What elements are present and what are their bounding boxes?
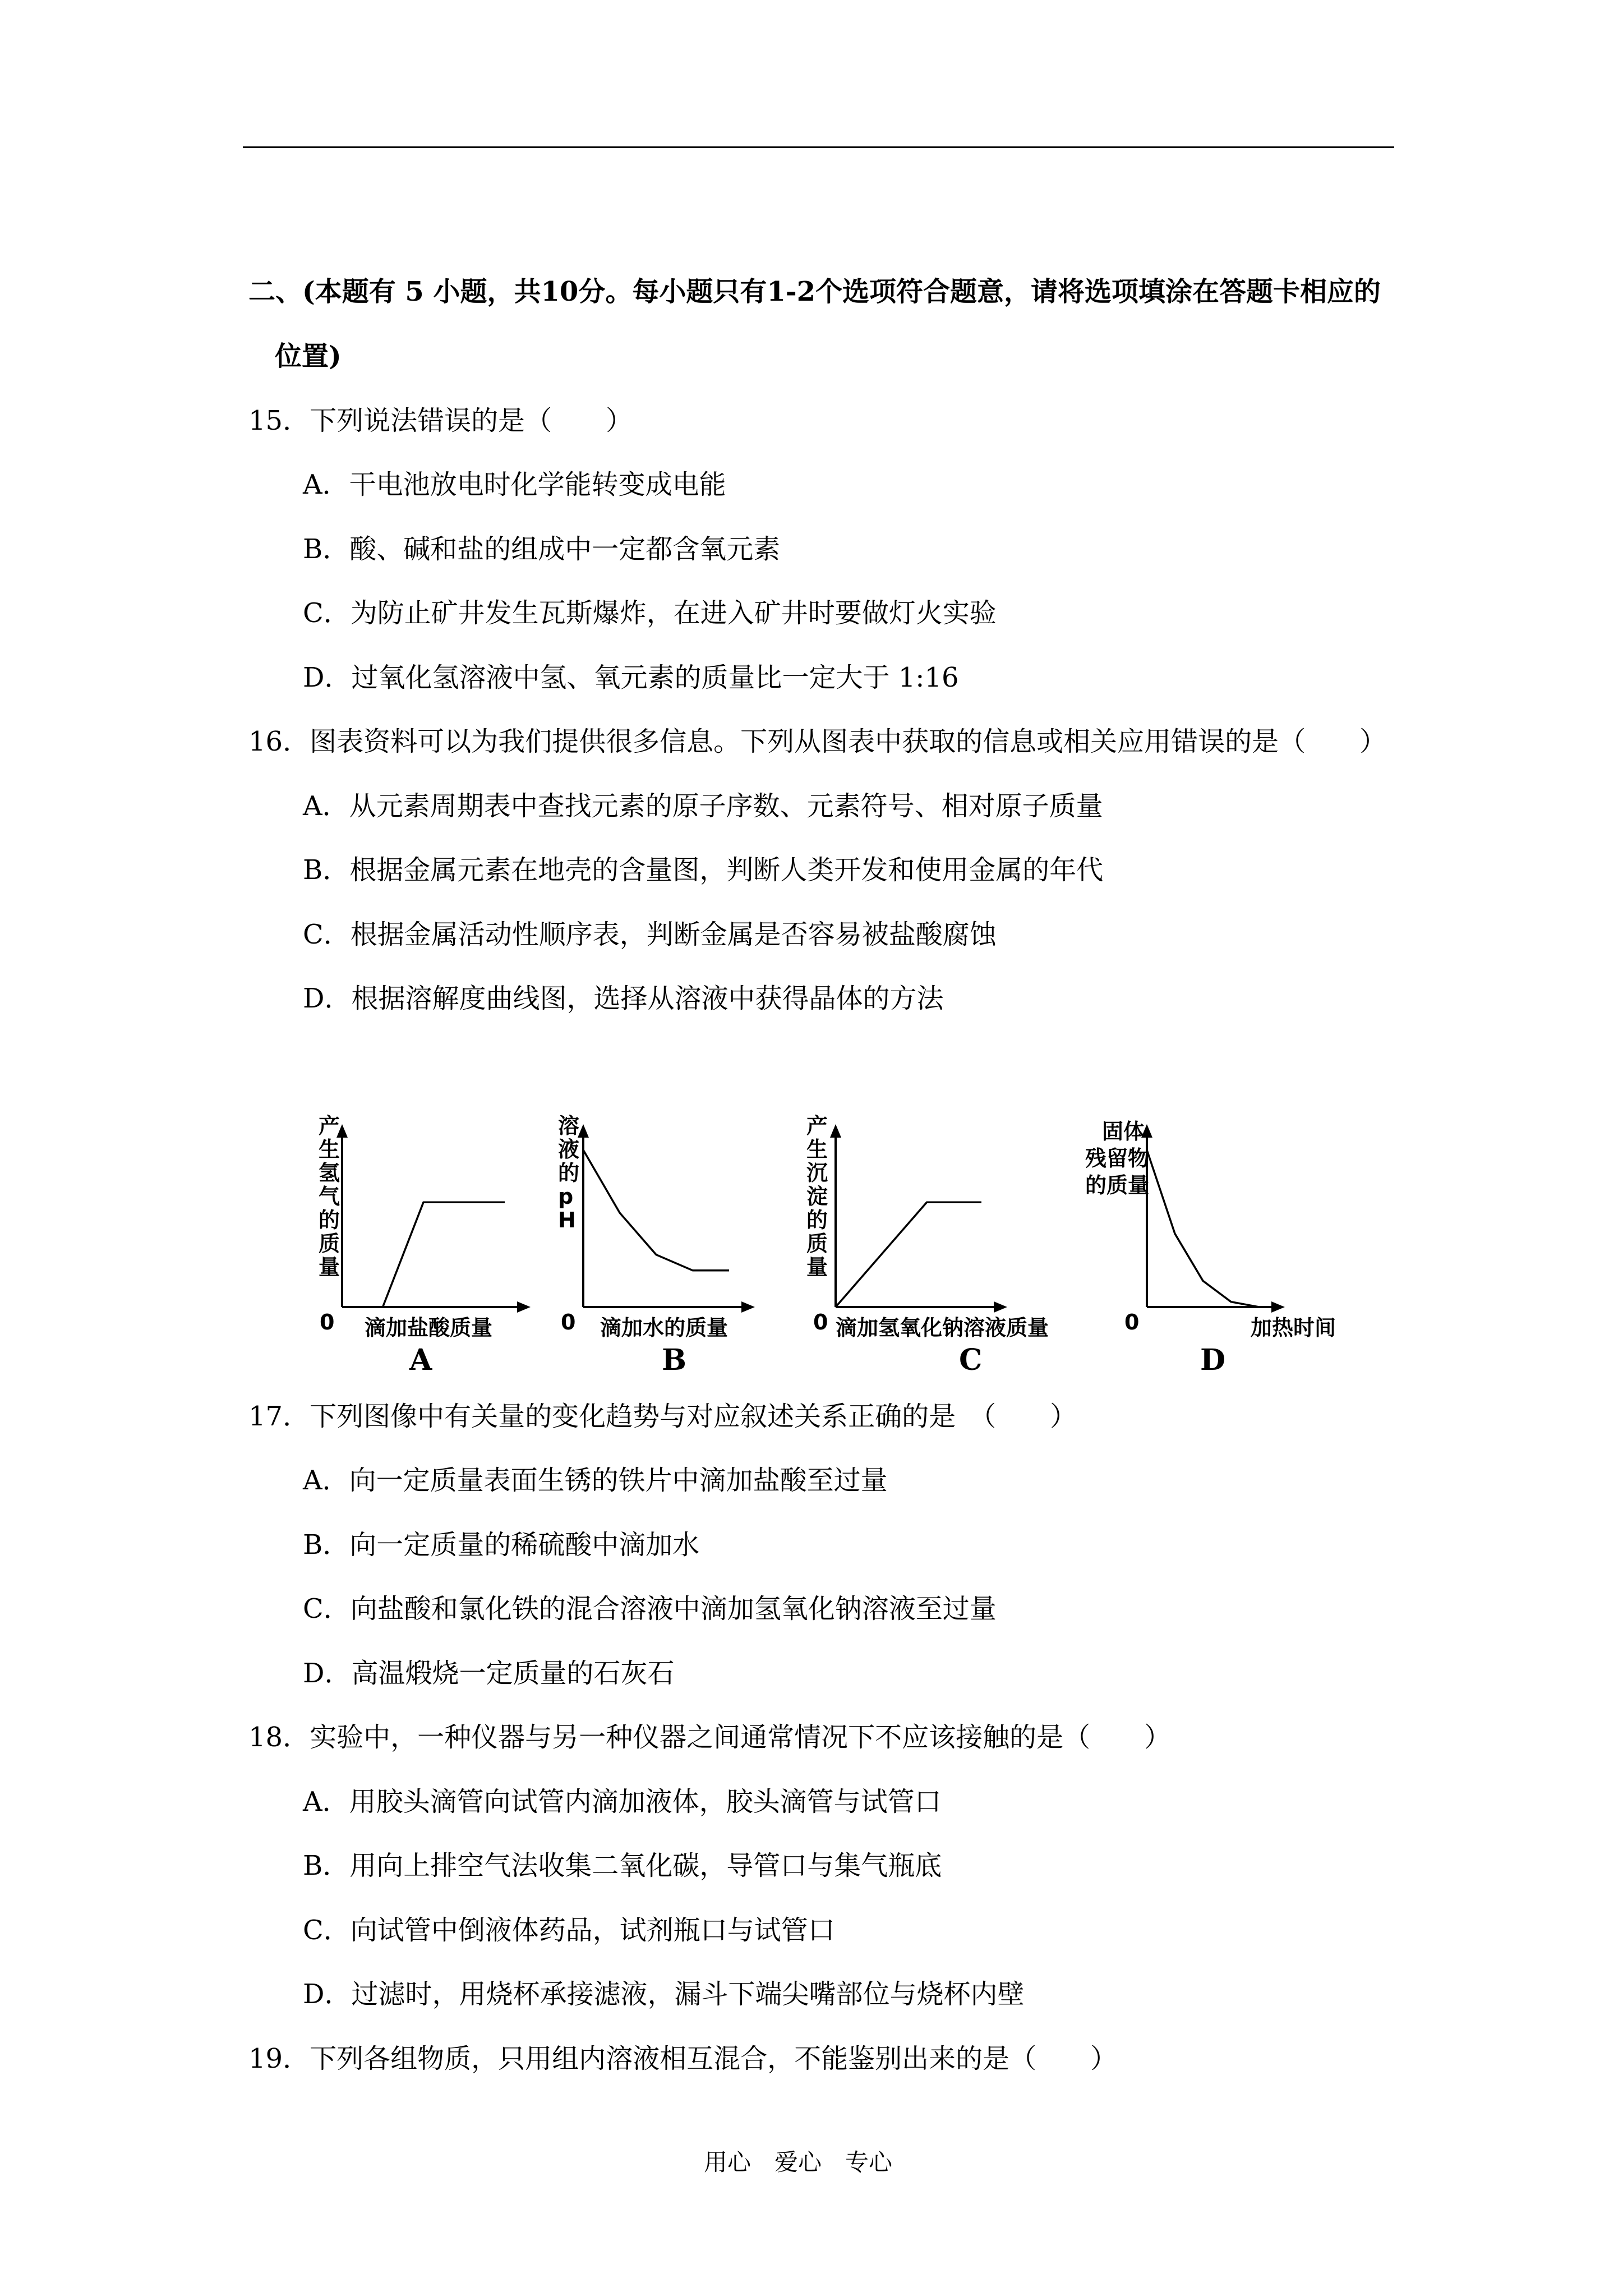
question-18-option-d: D．过滤时，用烧杯承接滤液，漏斗下端尖嘴部位与烧杯内壁 bbox=[303, 1978, 1025, 2010]
graph-b-y-label: 溶液的 p H bbox=[558, 1114, 580, 1232]
graph-b-x-label: 滴加水的质量 bbox=[600, 1315, 728, 1340]
question-16-option-d: D．根据溶解度曲线图，选择从溶液中获得晶体的方法 bbox=[303, 983, 944, 1014]
question-16-option-b: B．根据金属元素在地壳的含量图，判断人类开发和使用金属的年代 bbox=[303, 854, 1104, 886]
question-18-option-a: A．用胶头滴管向试管内滴加液体，胶头滴管与试管口 bbox=[303, 1786, 942, 1818]
question-17-option-b: B．向一定质量的稀硫酸中滴加水 bbox=[303, 1529, 700, 1561]
graph-a-y-label: 产生氢气的质量 bbox=[319, 1114, 340, 1280]
question-16-option-c: C．根据金属活动性顺序表，判断金属是否容易被盐酸腐蚀 bbox=[303, 919, 997, 950]
graph-c-y-arrow bbox=[830, 1124, 841, 1138]
graph-b-letter: B bbox=[662, 1343, 686, 1377]
graph-d-curve bbox=[1147, 1150, 1259, 1307]
graph-c-letter: C bbox=[959, 1343, 983, 1377]
question-15-option-a: A．干电池放电时化学能转变成电能 bbox=[303, 469, 726, 500]
question-15-stem: 15．下列说法错误的是（ ） bbox=[248, 405, 633, 436]
graph-d-letter: D bbox=[1200, 1343, 1226, 1377]
graph-c-origin-label: 0 bbox=[813, 1310, 828, 1335]
question-15-option-b: B．酸、碱和盐的组成中一定都含氧元素 bbox=[303, 533, 781, 565]
question-17-option-d: D．高温煅烧一定质量的石灰石 bbox=[303, 1658, 675, 1689]
section-heading-line2: 位置) bbox=[275, 341, 342, 372]
graph-d-x-label: 加热时间 bbox=[1251, 1315, 1336, 1340]
graph-c-y-label: 产生沉淀的质量 bbox=[806, 1114, 828, 1280]
figure-graphs bbox=[303, 1105, 1396, 1380]
graph-c-curve bbox=[836, 1202, 981, 1307]
graph-b-curve bbox=[583, 1150, 729, 1271]
graph-c-x-label: 滴加氢氧化钠溶液质量 bbox=[836, 1315, 1049, 1340]
graph-b-origin-label: 0 bbox=[561, 1310, 576, 1335]
graph-b-x-arrow bbox=[741, 1301, 755, 1313]
question-16-stem: 16．图表资料可以为我们提供很多信息。下列从图表中获取的信息或相关应用错误的是（ ） bbox=[248, 726, 1387, 757]
question-15-option-d: D．过氧化氢溶液中氢、氧元素的质量比一定大于 1:16 bbox=[303, 662, 959, 693]
question-16-option-a: A．从元素周期表中查找元素的原子序数、元素符号、相对原子质量 bbox=[303, 790, 1103, 822]
graph-a-letter: A bbox=[409, 1343, 432, 1377]
question-17-option-c: C．向盐酸和氯化铁的混合溶液中滴加氢氧化钠溶液至过量 bbox=[303, 1593, 997, 1625]
graph-c-x-arrow bbox=[994, 1301, 1007, 1313]
graph-d-origin-label: 0 bbox=[1124, 1310, 1140, 1335]
question-18-stem: 18．实验中，一种仪器与另一种仪器之间通常情况下不应该接触的是（ ） bbox=[248, 1722, 1172, 1753]
question-17-stem: 17．下列图像中有关量的变化趋势与对应叙述关系正确的是 （ ） bbox=[248, 1401, 1077, 1432]
graph-a-x-arrow bbox=[517, 1301, 531, 1313]
question-17-option-a: A．向一定质量表面生锈的铁片中滴加盐酸至过量 bbox=[303, 1465, 888, 1496]
graph-d-x-arrow bbox=[1271, 1301, 1285, 1313]
graph-d-y-label: 固体残留物的质量 bbox=[1085, 1119, 1150, 1198]
question-15-option-c: C．为防止矿井发生瓦斯爆炸，在进入矿井时要做灯火实验 bbox=[303, 597, 997, 629]
question-18-option-c: C．向试管中倒液体药品，试剂瓶口与试管口 bbox=[303, 1915, 835, 1946]
section-heading-line1: 二、(本题有 5 小题，共10分。每小题只有1-2个选项符合题意，请将选项填涂在答题卡相应的 bbox=[248, 276, 1381, 307]
question-18-option-b: B．用向上排空气法收集二氧化碳，导管口与集气瓶底 bbox=[303, 1850, 942, 1881]
graph-a-x-label: 滴加盐酸质量 bbox=[365, 1315, 493, 1340]
question-19-stem: 19．下列各组物质，只用组内溶液相互混合，不能鉴别出来的是（ ） bbox=[248, 2043, 1118, 2074]
graph-a-curve bbox=[342, 1202, 505, 1307]
graph-a-origin-label: 0 bbox=[320, 1310, 335, 1335]
page-footer: 用心 爱心 专心 bbox=[704, 2148, 893, 2176]
graphs-svg bbox=[303, 1105, 1396, 1380]
header-rule bbox=[243, 146, 1394, 148]
